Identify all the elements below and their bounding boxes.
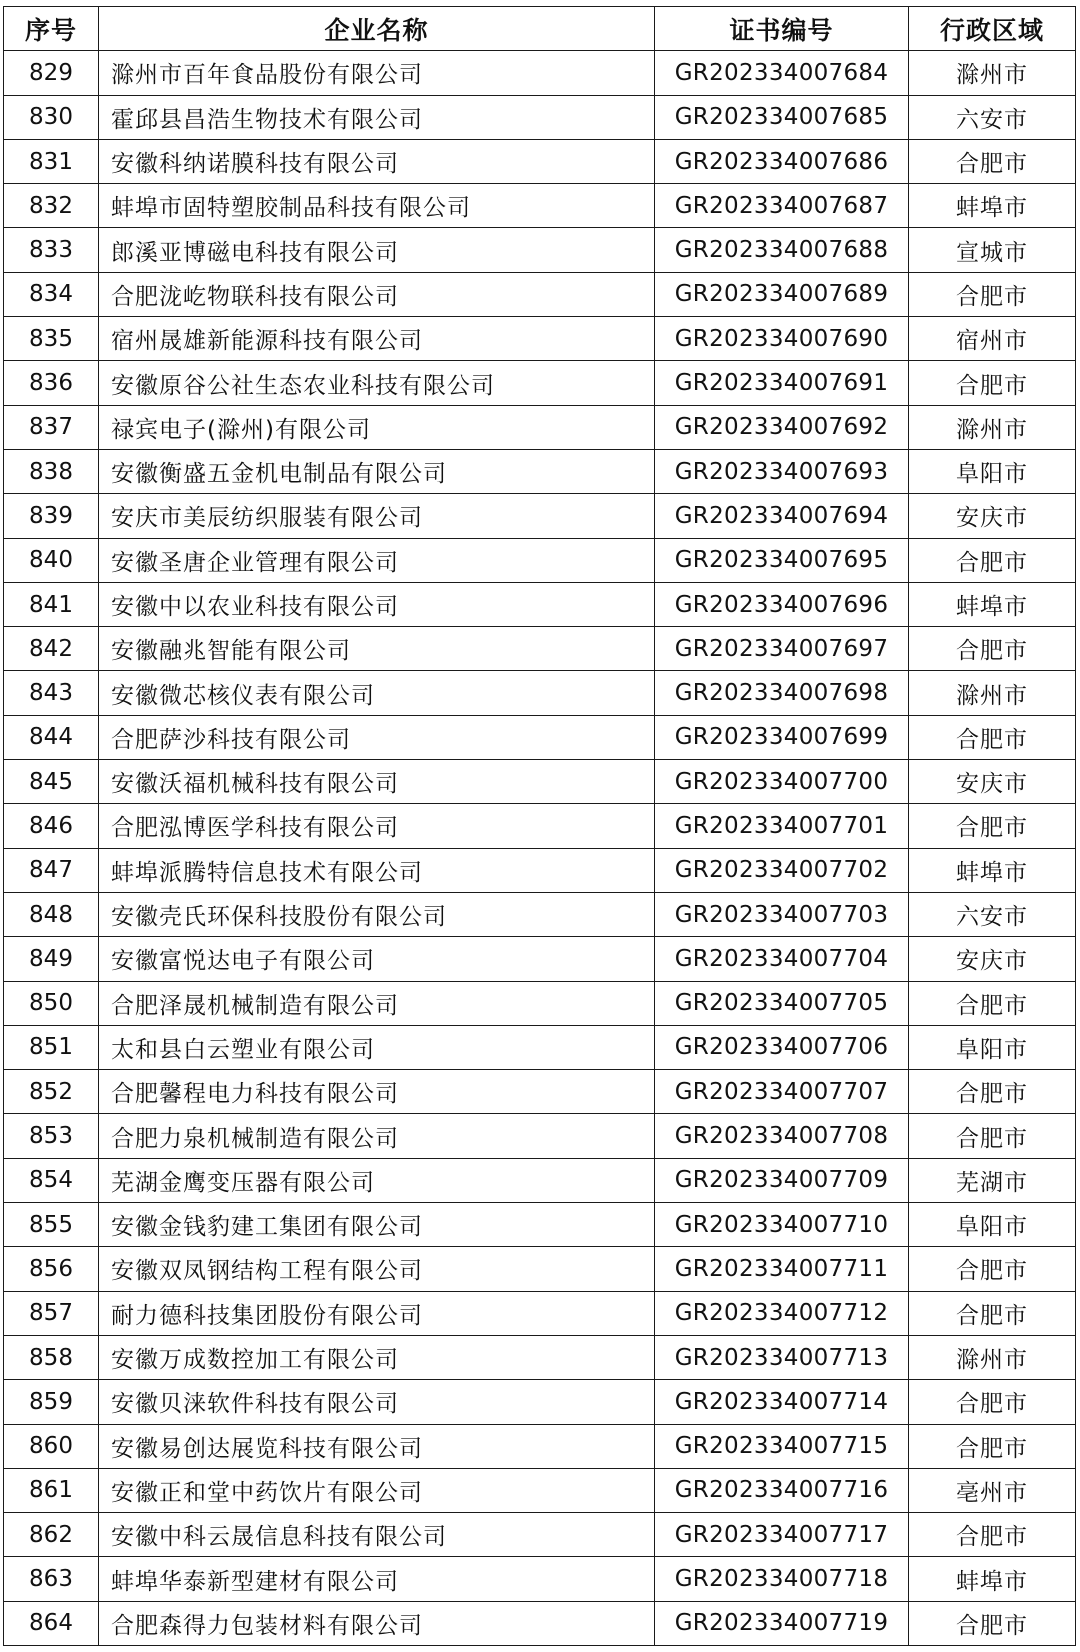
table-row — [4, 184, 1076, 228]
cell-certificate-number: GR202334007706 — [655, 1025, 909, 1069]
cell-enterprise-name: 合肥森得力包装材料有限公司 — [99, 1601, 655, 1645]
cell-seq: 854 — [4, 1158, 99, 1202]
cell-enterprise-name: 滁州市百年食品股份有限公司 — [99, 51, 655, 95]
cell-region: 合肥市 — [909, 981, 1076, 1025]
cell-certificate-number: GR202334007687 — [655, 184, 909, 228]
cell-seq: 855 — [4, 1203, 99, 1247]
table-row — [4, 1158, 1076, 1202]
cell-enterprise-name: 太和县白云塑业有限公司 — [99, 1025, 655, 1069]
table-row — [4, 95, 1076, 139]
table-row — [4, 1557, 1076, 1601]
table-row — [4, 139, 1076, 183]
cell-certificate-number: GR202334007694 — [655, 494, 909, 538]
cell-region: 蚌埠市 — [909, 1557, 1076, 1601]
cell-certificate-number: GR202334007697 — [655, 627, 909, 671]
cell-region: 合肥市 — [909, 627, 1076, 671]
cell-seq: 831 — [4, 139, 99, 183]
table-row — [4, 494, 1076, 538]
cell-region: 安庆市 — [909, 937, 1076, 981]
table-row — [4, 937, 1076, 981]
cell-certificate-number: GR202334007715 — [655, 1424, 909, 1468]
table-row — [4, 272, 1076, 316]
table-row — [4, 1070, 1076, 1114]
cell-certificate-number: GR202334007684 — [655, 51, 909, 95]
cell-certificate-number: GR202334007713 — [655, 1335, 909, 1379]
cell-region: 亳州市 — [909, 1468, 1076, 1512]
cell-region: 滁州市 — [909, 405, 1076, 449]
cell-seq: 857 — [4, 1291, 99, 1335]
cell-seq: 845 — [4, 760, 99, 804]
cell-enterprise-name: 安徽双凤钢结构工程有限公司 — [99, 1247, 655, 1291]
cell-seq: 849 — [4, 937, 99, 981]
cell-certificate-number: GR202334007710 — [655, 1203, 909, 1247]
cell-enterprise-name: 霍邱县昌浩生物技术有限公司 — [99, 95, 655, 139]
cell-seq: 858 — [4, 1335, 99, 1379]
cell-enterprise-name: 合肥泽晟机械制造有限公司 — [99, 981, 655, 1025]
cell-enterprise-name: 安徽易创达展览科技有限公司 — [99, 1424, 655, 1468]
cell-enterprise-name: 安徽金钱豹建工集团有限公司 — [99, 1203, 655, 1247]
cell-seq: 862 — [4, 1513, 99, 1557]
header-seq: 序号 — [4, 7, 99, 51]
header-region: 行政区域 — [909, 7, 1076, 51]
table-header — [4, 7, 1076, 51]
cell-enterprise-name: 安徽圣唐企业管理有限公司 — [99, 538, 655, 582]
cell-enterprise-name: 禄宾电子(滁州)有限公司 — [99, 405, 655, 449]
cell-certificate-number: GR202334007712 — [655, 1291, 909, 1335]
cell-region: 合肥市 — [909, 139, 1076, 183]
cell-enterprise-name: 合肥泷屹物联科技有限公司 — [99, 272, 655, 316]
cell-seq: 853 — [4, 1114, 99, 1158]
cell-enterprise-name: 合肥力泉机械制造有限公司 — [99, 1114, 655, 1158]
cell-region: 宣城市 — [909, 228, 1076, 272]
table-row — [4, 804, 1076, 848]
cell-certificate-number: GR202334007701 — [655, 804, 909, 848]
cell-certificate-number: GR202334007700 — [655, 760, 909, 804]
cell-certificate-number: GR202334007707 — [655, 1070, 909, 1114]
table-row — [4, 582, 1076, 626]
cell-region: 滁州市 — [909, 671, 1076, 715]
table-row — [4, 627, 1076, 671]
cell-certificate-number: GR202334007698 — [655, 671, 909, 715]
table-row — [4, 361, 1076, 405]
table-row — [4, 405, 1076, 449]
cell-region: 滁州市 — [909, 51, 1076, 95]
cell-seq: 840 — [4, 538, 99, 582]
cell-region: 阜阳市 — [909, 449, 1076, 493]
cell-region: 安庆市 — [909, 494, 1076, 538]
enterprise-list-document — [3, 6, 1075, 1646]
cell-enterprise-name: 安徽壳氏环保科技股份有限公司 — [99, 892, 655, 936]
cell-enterprise-name: 安徽科纳诺膜科技有限公司 — [99, 139, 655, 183]
cell-certificate-number: GR202334007690 — [655, 317, 909, 361]
cell-seq: 838 — [4, 449, 99, 493]
cell-certificate-number: GR202334007688 — [655, 228, 909, 272]
cell-certificate-number: GR202334007719 — [655, 1601, 909, 1645]
cell-certificate-number: GR202334007714 — [655, 1380, 909, 1424]
cell-enterprise-name: 耐力德科技集团股份有限公司 — [99, 1291, 655, 1335]
cell-certificate-number: GR202334007689 — [655, 272, 909, 316]
table-row — [4, 1468, 1076, 1512]
cell-region: 阜阳市 — [909, 1203, 1076, 1247]
table-row — [4, 892, 1076, 936]
cell-enterprise-name: 蚌埠市固特塑胶制品科技有限公司 — [99, 184, 655, 228]
cell-seq: 836 — [4, 361, 99, 405]
cell-enterprise-name: 合肥萨沙科技有限公司 — [99, 715, 655, 759]
cell-certificate-number: GR202334007718 — [655, 1557, 909, 1601]
cell-seq: 848 — [4, 892, 99, 936]
cell-certificate-number: GR202334007702 — [655, 848, 909, 892]
table-row — [4, 1424, 1076, 1468]
header-row — [4, 7, 1076, 51]
cell-enterprise-name: 安徽微芯核仪表有限公司 — [99, 671, 655, 715]
table-row — [4, 1203, 1076, 1247]
cell-enterprise-name: 安庆市美辰纺织服装有限公司 — [99, 494, 655, 538]
cell-enterprise-name: 安徽富悦达电子有限公司 — [99, 937, 655, 981]
table-row — [4, 1513, 1076, 1557]
table-row — [4, 449, 1076, 493]
cell-region: 合肥市 — [909, 1247, 1076, 1291]
table-row — [4, 848, 1076, 892]
cell-certificate-number: GR202334007716 — [655, 1468, 909, 1512]
cell-certificate-number: GR202334007691 — [655, 361, 909, 405]
cell-enterprise-name: 蚌埠派腾特信息技术有限公司 — [99, 848, 655, 892]
cell-region: 合肥市 — [909, 1291, 1076, 1335]
table-row — [4, 715, 1076, 759]
cell-certificate-number: GR202334007699 — [655, 715, 909, 759]
cell-seq: 842 — [4, 627, 99, 671]
table-row — [4, 1291, 1076, 1335]
table-row — [4, 538, 1076, 582]
cell-region: 合肥市 — [909, 538, 1076, 582]
cell-seq: 860 — [4, 1424, 99, 1468]
cell-seq: 834 — [4, 272, 99, 316]
cell-seq: 863 — [4, 1557, 99, 1601]
cell-seq: 864 — [4, 1601, 99, 1645]
cell-certificate-number: GR202334007696 — [655, 582, 909, 626]
cell-certificate-number: GR202334007717 — [655, 1513, 909, 1557]
cell-enterprise-name: 安徽贝涞软件科技有限公司 — [99, 1380, 655, 1424]
cell-region: 合肥市 — [909, 1424, 1076, 1468]
table-row — [4, 317, 1076, 361]
cell-region: 合肥市 — [909, 1513, 1076, 1557]
cell-seq: 847 — [4, 848, 99, 892]
cell-seq: 843 — [4, 671, 99, 715]
cell-seq: 851 — [4, 1025, 99, 1069]
cell-certificate-number: GR202334007705 — [655, 981, 909, 1025]
cell-region: 宿州市 — [909, 317, 1076, 361]
cell-seq: 850 — [4, 981, 99, 1025]
cell-seq: 852 — [4, 1070, 99, 1114]
cell-seq: 844 — [4, 715, 99, 759]
cell-certificate-number: GR202334007692 — [655, 405, 909, 449]
cell-seq: 839 — [4, 494, 99, 538]
cell-region: 阜阳市 — [909, 1025, 1076, 1069]
cell-region: 合肥市 — [909, 1380, 1076, 1424]
cell-enterprise-name: 合肥馨程电力科技有限公司 — [99, 1070, 655, 1114]
table-row — [4, 671, 1076, 715]
table-row — [4, 1114, 1076, 1158]
cell-seq: 859 — [4, 1380, 99, 1424]
cell-region: 合肥市 — [909, 1070, 1076, 1114]
cell-seq: 830 — [4, 95, 99, 139]
cell-region: 合肥市 — [909, 804, 1076, 848]
cell-seq: 833 — [4, 228, 99, 272]
cell-region: 六安市 — [909, 95, 1076, 139]
enterprise-table — [3, 6, 1076, 1646]
table-row — [4, 1247, 1076, 1291]
cell-enterprise-name: 宿州晟雄新能源科技有限公司 — [99, 317, 655, 361]
cell-certificate-number: GR202334007685 — [655, 95, 909, 139]
cell-enterprise-name: 安徽沃福机械科技有限公司 — [99, 760, 655, 804]
cell-certificate-number: GR202334007709 — [655, 1158, 909, 1202]
cell-seq: 841 — [4, 582, 99, 626]
cell-region: 蚌埠市 — [909, 582, 1076, 626]
cell-certificate-number: GR202334007704 — [655, 937, 909, 981]
cell-seq: 846 — [4, 804, 99, 848]
cell-enterprise-name: 安徽中科云晟信息科技有限公司 — [99, 1513, 655, 1557]
table-row — [4, 228, 1076, 272]
table-row — [4, 981, 1076, 1025]
cell-region: 芜湖市 — [909, 1158, 1076, 1202]
table-row — [4, 51, 1076, 95]
cell-certificate-number: GR202334007686 — [655, 139, 909, 183]
cell-certificate-number: GR202334007708 — [655, 1114, 909, 1158]
cell-region: 合肥市 — [909, 361, 1076, 405]
cell-enterprise-name: 合肥泓博医学科技有限公司 — [99, 804, 655, 848]
cell-enterprise-name: 安徽正和堂中药饮片有限公司 — [99, 1468, 655, 1512]
cell-region: 蚌埠市 — [909, 848, 1076, 892]
cell-enterprise-name: 安徽衡盛五金机电制品有限公司 — [99, 449, 655, 493]
table-row — [4, 1335, 1076, 1379]
cell-seq: 861 — [4, 1468, 99, 1512]
cell-certificate-number: GR202334007695 — [655, 538, 909, 582]
cell-enterprise-name: 郎溪亚博磁电科技有限公司 — [99, 228, 655, 272]
cell-region: 安庆市 — [909, 760, 1076, 804]
table-body — [4, 51, 1076, 1646]
cell-certificate-number: GR202334007693 — [655, 449, 909, 493]
header-name: 企业名称 — [99, 7, 655, 51]
cell-enterprise-name: 安徽中以农业科技有限公司 — [99, 582, 655, 626]
cell-region: 合肥市 — [909, 1601, 1076, 1645]
cell-region: 六安市 — [909, 892, 1076, 936]
cell-region: 滁州市 — [909, 1335, 1076, 1379]
cell-enterprise-name: 芜湖金鹰变压器有限公司 — [99, 1158, 655, 1202]
cell-seq: 832 — [4, 184, 99, 228]
table-row — [4, 1380, 1076, 1424]
table-row — [4, 1601, 1076, 1645]
header-cert: 证书编号 — [655, 7, 909, 51]
cell-region: 合肥市 — [909, 715, 1076, 759]
cell-seq: 856 — [4, 1247, 99, 1291]
table-row — [4, 1025, 1076, 1069]
cell-seq: 837 — [4, 405, 99, 449]
cell-seq: 835 — [4, 317, 99, 361]
cell-enterprise-name: 蚌埠华泰新型建材有限公司 — [99, 1557, 655, 1601]
table-row — [4, 760, 1076, 804]
cell-region: 合肥市 — [909, 272, 1076, 316]
cell-region: 合肥市 — [909, 1114, 1076, 1158]
cell-enterprise-name: 安徽融兆智能有限公司 — [99, 627, 655, 671]
cell-enterprise-name: 安徽万成数控加工有限公司 — [99, 1335, 655, 1379]
cell-seq: 829 — [4, 51, 99, 95]
cell-region: 蚌埠市 — [909, 184, 1076, 228]
cell-certificate-number: GR202334007711 — [655, 1247, 909, 1291]
cell-enterprise-name: 安徽原谷公社生态农业科技有限公司 — [99, 361, 655, 405]
cell-certificate-number: GR202334007703 — [655, 892, 909, 936]
